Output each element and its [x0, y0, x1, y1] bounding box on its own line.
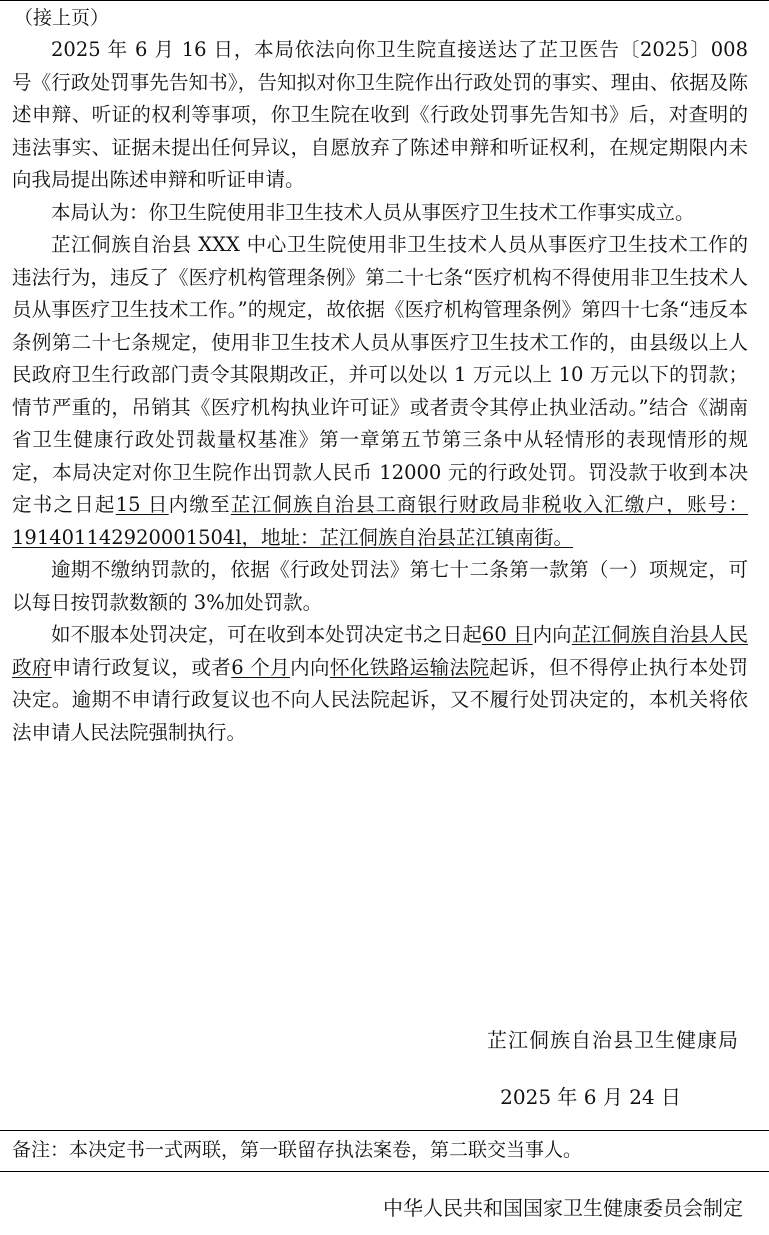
decision-body [12, 34, 748, 749]
issuing-authority: 芷江侗族自治县卫生健康局 [487, 1028, 739, 1052]
review-government: 芷江侗族自治县人民政府 [12, 623, 748, 679]
form-maker-footer: 中华人民共和国国家卫生健康委员会制定 [383, 1196, 743, 1220]
remarks-text: 备注：本决定书一式两联，第一联留存执法案卷，第二联交当事人。 [12, 1139, 583, 1161]
top-border [0, 0, 769, 1]
appeal-text-e: 起诉，但不得停止执行本处罚决定。逾期不申请行政复议也不向人民法院起诉，又不履行处罚决定的，本机关将依法申请人民法院强制执行。 [12, 655, 748, 744]
lawsuit-months: 6 个月 [231, 655, 291, 679]
issue-date: 2025 年 6 月 24 日 [500, 1085, 681, 1109]
bank-account-info: 芷江侗族自治县工商银行财政局非税收入汇缴户，账号：191401142920001504l，地址：芷江侗族自治县芷江镇南街。 [12, 493, 748, 549]
review-days: 60 日 [481, 623, 533, 646]
paragraph-finding: 本局认为：你卫生院使用非卫生技术人员从事医疗卫生技术工作事实成立。 [51, 200, 695, 224]
paragraph-late-payment: 逾期不缴纳罚款的，依据《行政处罚法》第七十二条第一款第（一）项规定，可以每日按罚款数额的 3%加处罚款。 [12, 558, 748, 614]
remarks-box [0, 1130, 769, 1172]
penalty-lead-text: 芷江侗族自治县 XXX 中心卫生院使用非卫生技术人员从事医疗卫生技术工作的违法行为，违反了《医疗机构管理条例》第二十七条“医疗机构不得使用非卫生技术人员从事医疗卫生技术工作。”的规定，故依据《医疗机构管理条例》第四十七条“违反本条例第二十七条规定，使用非卫生技术人员从事医疗卫生技术工作的，由县级以上人民政府卫生行政部门责令其限期改正，并可以处以 1 万元以上 10 万元以下的罚款；情节严重的，吊销其《医疗机构执业许可证》或者责令其停止执业活动。”结合《湖南省卫生健康行政处罚裁量权基准》第一章第五节第三条中从轻情形的表现情形的规定，本局决定对你卫生院作出罚款人民币 12000 元的行政处罚。罚没款于收到本决定书之日起 [12, 233, 748, 516]
paragraph-penalty [12, 229, 748, 554]
appeal-text-b: 内向 [532, 623, 572, 646]
payment-mid-text: 内缴至 [168, 493, 231, 516]
continued-label: （接上页） [14, 7, 110, 29]
appeal-text-d: 内向 [290, 655, 330, 679]
paragraph-appeal-rights [12, 619, 748, 749]
lawsuit-court: 怀化铁路运输法院 [329, 655, 490, 679]
appeal-text-c: 申请行政复议，或者 [51, 655, 232, 679]
payment-days: 15 日 [115, 493, 169, 516]
paragraph-service-notice: 2025 年 6 月 16 日，本局依法向你卫生院直接送达了芷卫医告〔2025〕008 号《行政处罚事先告知书》，告知拟对你卫生院作出行政处罚的事实、理由、依据及陈述申辩、听证的权利等事项，你卫生院在收到《行政处罚事先告知书》后，对查明的违法事实、证据未提出任何异议，自愿放弃了陈述申辩和听证权利，在规定期限内未向我局提出陈述申辩和听证申请。 [12, 38, 748, 191]
appeal-text-a: 如不服本处罚决定，可在收到本处罚决定书之日起 [51, 623, 482, 646]
